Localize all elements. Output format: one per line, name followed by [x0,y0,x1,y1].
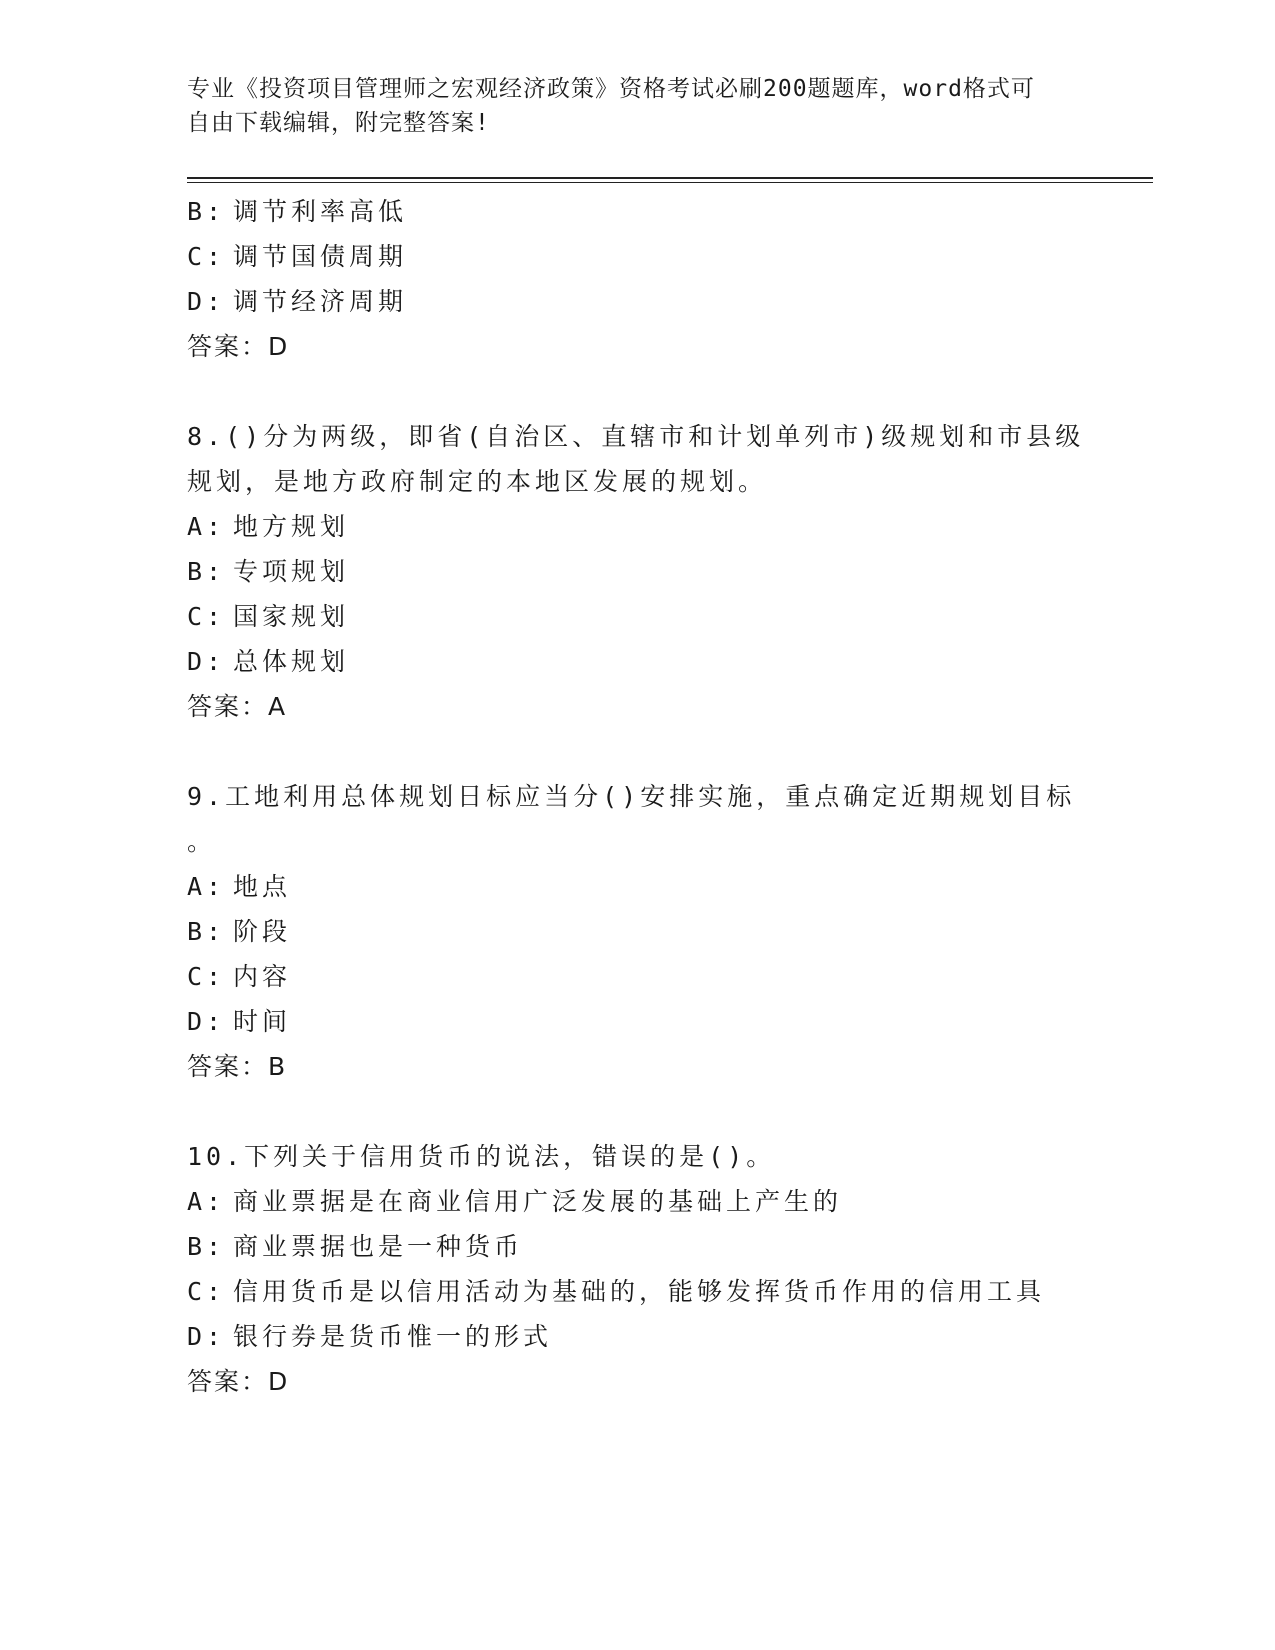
option-letter: C: [187,1277,226,1306]
option-letter: D: [187,1322,226,1351]
option-letter: B: [187,197,226,226]
option-letter: A: [187,512,226,541]
question-10 [187,1134,1067,1404]
option-c [187,954,1067,999]
option-text: 商业票据也是一种货币 [233,1232,524,1261]
option-text: 地方规划 [233,512,350,541]
option-text: 银行券是货币惟一的形式 [233,1322,553,1351]
answer: 答案：A [187,692,288,721]
option-text: 阶段 [233,917,292,946]
header-title-line-1: 专业《投资项目管理师之宏观经济政策》资格考试必刷200题题库，word格式可 [187,76,1035,102]
option-a [187,1179,1067,1224]
option-letter: A: [187,872,226,901]
option-letter: D: [187,647,226,676]
option-text: 调节利率高低 [233,197,408,226]
question-7-continued [187,189,1067,369]
option-letter: C: [187,242,226,271]
question-stem-line-2: 。 [187,827,217,856]
option-text: 地点 [233,872,292,901]
option-c [187,234,1067,279]
option-letter: C: [187,962,226,991]
option-text: 调节国债周期 [233,242,408,271]
question-stem-line-1: 10.下列关于信用货币的说法，错误的是()。 [187,1142,776,1171]
option-b [187,909,1067,954]
question-list [187,189,1085,1404]
question-stem-line-1: 9.工地利用总体规划日标应当分()安排实施，重点确定近期规划目标 [187,782,1076,811]
option-d [187,639,1067,684]
option-text: 内容 [233,962,292,991]
option-letter: D: [187,1007,226,1036]
option-letter: C: [187,602,226,631]
option-letter: B: [187,1232,226,1261]
option-c [187,594,1067,639]
option-text: 调节经济周期 [233,287,408,316]
answer: 答案：B [187,1052,288,1081]
option-b [187,1224,1067,1269]
option-letter: B: [187,557,226,586]
option-letter: D: [187,287,226,316]
answer: 答案：D [187,332,290,361]
option-text: 信用货币是以信用活动为基础的，能够发挥货币作用的信用工具 [233,1277,1046,1306]
header-divider-thin [187,182,1153,183]
header-title-line-2: 自由下载编辑，附完整答案! [187,110,490,136]
question-stem-line-2: 规划，是地方政府制定的本地区发展的规划。 [187,467,768,496]
option-letter: B: [187,917,226,946]
option-b [187,549,1067,594]
option-text: 商业票据是在商业信用广泛发展的基础上产生的 [233,1187,843,1216]
option-a [187,864,1067,909]
option-d [187,999,1067,1044]
answer: 答案：D [187,1367,290,1396]
question-8 [187,414,1085,729]
document-header [187,72,1067,140]
option-d [187,1314,1067,1359]
option-b [187,189,1067,234]
option-d [187,279,1067,324]
header-divider-thick [187,177,1153,179]
option-text: 时间 [233,1007,292,1036]
option-c [187,1269,1067,1314]
option-text: 专项规划 [233,557,350,586]
option-text: 国家规划 [233,602,350,631]
option-letter: A: [187,1187,226,1216]
option-text: 总体规划 [233,647,350,676]
question-stem-line-1: 8.()分为两级，即省(自治区、直辖市和计划单列市)级规划和市县级 [187,422,1085,451]
question-9 [187,774,1076,1089]
option-a [187,504,1067,549]
